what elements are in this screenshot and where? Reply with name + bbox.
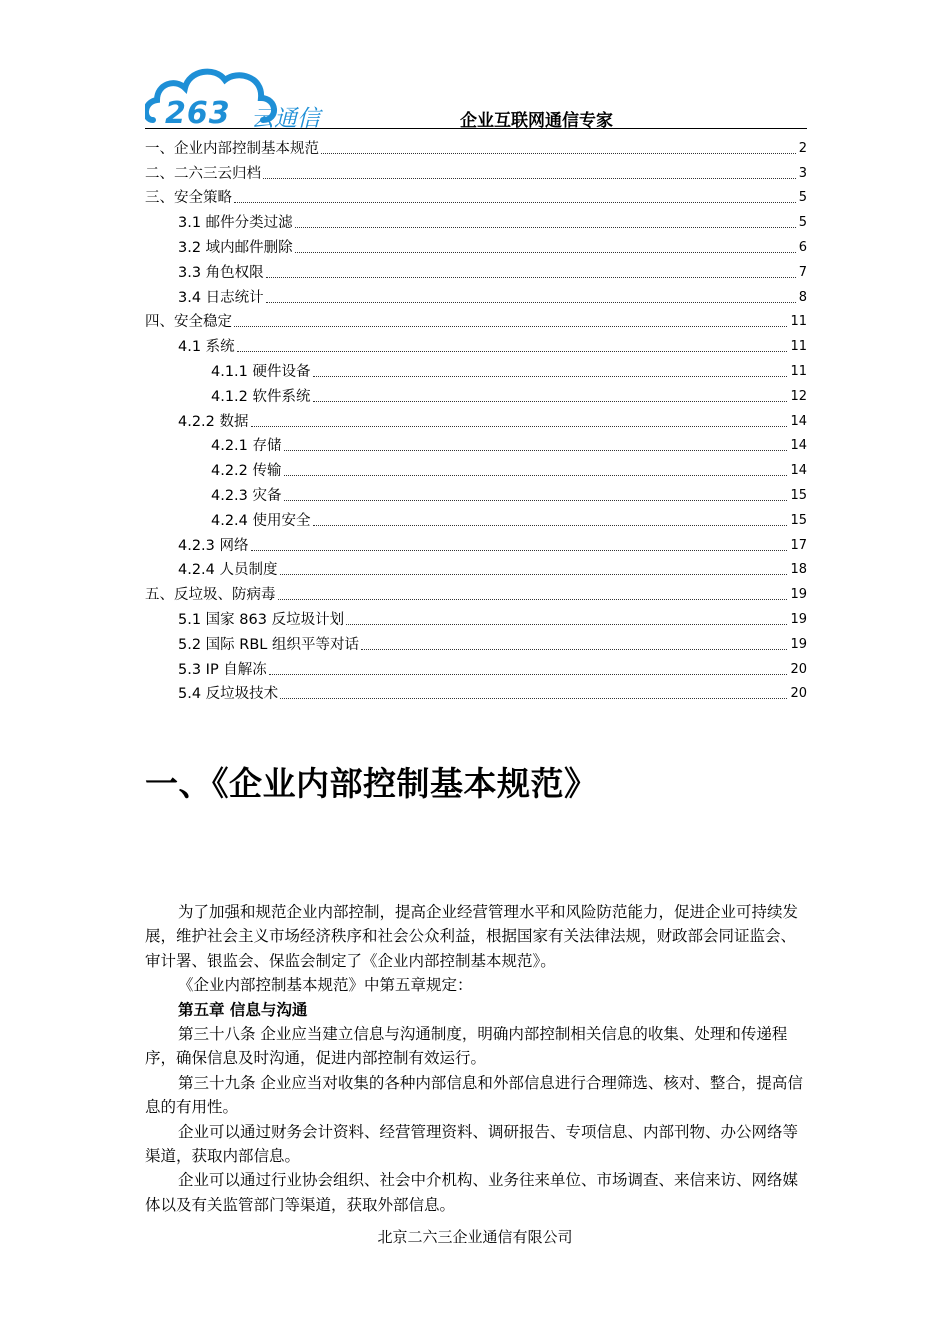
toc-leader-dots bbox=[295, 251, 796, 253]
toc-entry[interactable] bbox=[145, 654, 807, 679]
toc-page-number: 2 bbox=[798, 140, 807, 156]
paragraph: 为了加强和规范企业内部控制，提高企业经营管理水平和风险防范能力，促进企业可持续发展，维护社会主义市场经济秩序和社会公众利益，根据国家有关法律法规，财政部会同证监会、审计署、银监会、保监会制定了《企业内部控制基本规范》。 bbox=[145, 903, 799, 970]
logo-text: 云通信 bbox=[251, 106, 320, 132]
header-slogan: 企业互联网通信专家 bbox=[460, 111, 613, 131]
paragraph: 《企业内部控制基本规范》中第五章规定： bbox=[178, 976, 473, 995]
toc-leader-dots bbox=[234, 325, 787, 327]
toc-entry-title: 3.2 域内邮件删除 bbox=[178, 239, 293, 256]
toc-page-number: 7 bbox=[798, 264, 807, 280]
toc-leader-dots bbox=[237, 350, 788, 352]
toc-leader-dots bbox=[284, 449, 788, 451]
toc-leader-dots bbox=[251, 425, 788, 427]
toc-entry[interactable] bbox=[145, 356, 807, 381]
toc-entry[interactable] bbox=[145, 604, 807, 629]
toc-entry-title: 3.1 邮件分类过滤 bbox=[178, 215, 293, 232]
toc-entry-title: 二、二六三云归档 bbox=[145, 165, 261, 182]
toc-entry[interactable] bbox=[145, 455, 807, 480]
toc-page-number: 14 bbox=[790, 413, 807, 429]
toc-entry-title: 4.1.1 硬件设备 bbox=[211, 363, 311, 380]
toc-entry-title: 一、企业内部控制基本规范 bbox=[145, 140, 319, 157]
toc-entry-title: 3.4 日志统计 bbox=[178, 289, 264, 306]
body-text bbox=[145, 900, 807, 1217]
toc-leader-dots bbox=[361, 648, 787, 650]
toc-leader-dots bbox=[266, 301, 796, 303]
toc-entry-title: 4.2.3 网络 bbox=[178, 537, 249, 554]
toc-entry-title: 5.2 国际 RBL 组织平等对话 bbox=[178, 636, 359, 653]
toc-leader-dots bbox=[251, 549, 788, 551]
toc-entry-title: 4.1 系统 bbox=[178, 339, 235, 356]
toc-leader-dots bbox=[280, 573, 788, 575]
toc-entry-title: 4.2.3 灾备 bbox=[211, 487, 282, 504]
header-divider bbox=[145, 128, 807, 129]
toc-leader-dots bbox=[313, 524, 788, 526]
toc-entry[interactable] bbox=[145, 679, 807, 704]
toc-page-number: 20 bbox=[790, 661, 807, 677]
toc-page-number: 15 bbox=[790, 512, 807, 528]
toc-entry[interactable] bbox=[145, 629, 807, 654]
toc-page-number: 5 bbox=[798, 215, 807, 231]
toc-entry[interactable] bbox=[145, 158, 807, 183]
toc-entry-title: 5.1 国家 863 反垃圾计划 bbox=[178, 611, 345, 628]
toc-page-number: 11 bbox=[790, 314, 807, 330]
toc-entry[interactable] bbox=[145, 579, 807, 604]
toc-leader-dots bbox=[269, 673, 788, 675]
toc-page-number: 20 bbox=[790, 686, 807, 702]
toc-leader-dots bbox=[263, 177, 796, 179]
logo-number: 263 bbox=[165, 96, 231, 131]
toc-entry[interactable] bbox=[145, 331, 807, 356]
paragraph: 企业可以通过财务会计资料、经营管理资料、调研报告、专项信息、内部刊物、办公网络等渠道，获取内部信息。 bbox=[145, 1122, 799, 1166]
toc-leader-dots bbox=[284, 499, 788, 501]
toc-entry-title: 五、反垃圾、防病毒 bbox=[145, 587, 276, 604]
toc-entry-title: 5.3 IP 自解冻 bbox=[178, 661, 267, 678]
toc-page-number: 18 bbox=[790, 562, 807, 578]
toc-page-number: 6 bbox=[798, 239, 807, 255]
toc-entry[interactable] bbox=[145, 555, 807, 580]
toc-entry[interactable] bbox=[145, 307, 807, 332]
company-logo bbox=[145, 62, 345, 132]
toc-page-number: 19 bbox=[790, 611, 807, 627]
toc-page-number: 17 bbox=[790, 537, 807, 553]
toc-page-number: 3 bbox=[798, 165, 807, 181]
page-header bbox=[145, 62, 807, 130]
toc-entry-title: 4.1.2 软件系统 bbox=[211, 388, 311, 405]
toc-leader-dots bbox=[266, 276, 796, 278]
toc-leader-dots bbox=[346, 623, 787, 625]
table-of-contents bbox=[145, 133, 807, 703]
toc-leader-dots bbox=[313, 400, 788, 402]
toc-entry[interactable] bbox=[145, 232, 807, 257]
toc-entry[interactable] bbox=[145, 431, 807, 456]
paragraph: 企业可以通过行业协会组织、社会中介机构、业务往来单位、市场调查、来信来访、网络媒体以及有关监管部门等渠道，获取外部信息。 bbox=[145, 1171, 799, 1214]
toc-leader-dots bbox=[313, 375, 788, 377]
toc-leader-dots bbox=[278, 598, 788, 600]
toc-page-number: 5 bbox=[798, 190, 807, 206]
toc-page-number: 14 bbox=[790, 438, 807, 454]
toc-page-number: 19 bbox=[790, 587, 807, 603]
toc-entry-title: 4.2.4 使用安全 bbox=[211, 512, 311, 529]
toc-entry-title: 4.2.1 存储 bbox=[211, 438, 282, 455]
toc-entry[interactable] bbox=[145, 282, 807, 307]
toc-entry[interactable] bbox=[145, 207, 807, 232]
toc-entry[interactable] bbox=[145, 406, 807, 431]
toc-entry-title: 三、安全策略 bbox=[145, 190, 232, 207]
toc-page-number: 11 bbox=[790, 339, 807, 355]
chapter-subheading: 第五章 信息与沟通 bbox=[178, 1000, 308, 1019]
toc-entry[interactable] bbox=[145, 257, 807, 282]
toc-entry-title: 3.3 角色权限 bbox=[178, 264, 264, 281]
toc-leader-dots bbox=[280, 697, 787, 699]
toc-entry-title: 5.4 反垃圾技术 bbox=[178, 686, 279, 703]
toc-page-number: 11 bbox=[790, 363, 807, 379]
toc-page-number: 19 bbox=[790, 636, 807, 652]
toc-page-number: 8 bbox=[798, 289, 807, 305]
toc-leader-dots bbox=[321, 152, 796, 154]
section-heading: 一、《企业内部控制基本规范》 bbox=[145, 764, 598, 803]
toc-page-number: 15 bbox=[790, 487, 807, 503]
toc-entry[interactable] bbox=[145, 530, 807, 555]
toc-entry[interactable] bbox=[145, 505, 807, 530]
toc-entry[interactable] bbox=[145, 480, 807, 505]
paragraph: 第三十九条 企业应当对收集的各种内部信息和外部信息进行合理筛选、核对、整合，提高信息的有用性。 bbox=[145, 1073, 803, 1117]
toc-entry-title: 4.2.2 传输 bbox=[211, 463, 282, 480]
page-footer: 北京二六三企业通信有限公司 bbox=[377, 1228, 573, 1246]
toc-entry-title: 4.2.2 数据 bbox=[178, 413, 249, 430]
toc-entry[interactable] bbox=[145, 381, 807, 406]
toc-leader-dots bbox=[295, 226, 796, 228]
toc-entry-title: 4.2.4 人员制度 bbox=[178, 562, 278, 579]
toc-page-number: 14 bbox=[790, 463, 807, 479]
paragraph: 第三十八条 企业应当建立信息与沟通制度，明确内部控制相关信息的收集、处理和传递程序，确保信息及时沟通，促进内部控制有效运行。 bbox=[145, 1025, 788, 1068]
toc-entry-title: 四、安全稳定 bbox=[145, 314, 232, 331]
toc-leader-dots bbox=[234, 201, 796, 203]
toc-entry[interactable] bbox=[145, 183, 807, 208]
toc-page-number: 12 bbox=[790, 388, 807, 404]
toc-leader-dots bbox=[284, 474, 788, 476]
toc-entry[interactable] bbox=[145, 133, 807, 158]
